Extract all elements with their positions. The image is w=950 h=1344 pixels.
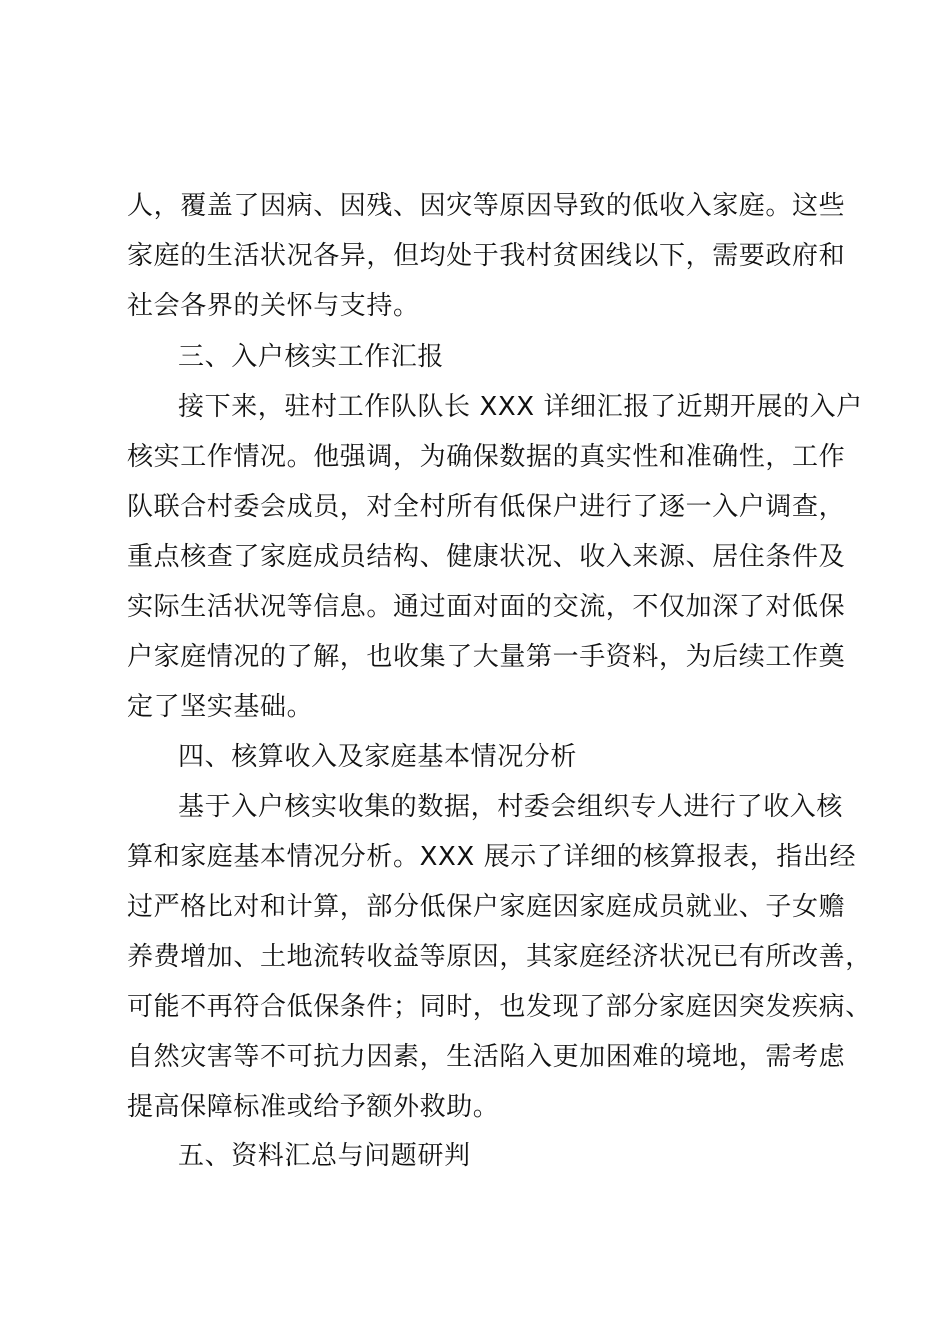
paragraph-line: 实际生活状况等信息。通过面对面的交流，不仅加深了对低保: [127, 592, 846, 622]
section-heading: 四、核算收入及家庭基本情况分析: [178, 742, 578, 772]
paragraph-line: 提高保障标准或给予额外救助。: [127, 1092, 500, 1122]
paragraph-line: 过严格比对和计算，部分低保户家庭因家庭成员就业、子女赡: [127, 892, 846, 922]
paragraph-line: 基于入户核实收集的数据，村委会组织专人进行了收入核: [178, 792, 844, 822]
paragraph-line: 重点核查了家庭成员结构、健康状况、收入来源、居住条件及: [127, 542, 846, 572]
paragraph-line: 定了坚实基础。: [127, 692, 314, 722]
paragraph-line: 自然灾害等不可抗力因素，生活陷入更加困难的境地，需考虑: [127, 1042, 846, 1072]
paragraph-line: 算和家庭基本情况分析。XXX 展示了详细的核算报表，指出经: [127, 842, 857, 872]
paragraph-line: 核实工作情况。他强调，为确保数据的真实性和准确性，工作: [127, 442, 846, 472]
paragraph-line: 户家庭情况的了解，也收集了大量第一手资料，为后续工作奠: [127, 642, 846, 672]
paragraph-line: 队联合村委会成员，对全村所有低保户进行了逐一入户调查，: [127, 492, 846, 522]
paragraph-line: 家庭的生活状况各异，但均处于我村贫困线以下，需要政府和: [127, 241, 846, 271]
section-heading: 三、入户核实工作汇报: [178, 342, 445, 372]
paragraph-line: 养费增加、土地流转收益等原因，其家庭经济状况已有所改善，: [127, 942, 872, 972]
paragraph-line: 接下来，驻村工作队队长 XXX 详细汇报了近期开展的入户: [178, 392, 863, 422]
paragraph-line: 可能不再符合低保条件；同时，也发现了部分家庭因突发疾病、: [127, 992, 872, 1022]
paragraph-line: 社会各界的关怀与支持。: [127, 291, 420, 321]
section-heading: 五、资料汇总与问题研判: [178, 1141, 471, 1171]
paragraph-line: 人，覆盖了因病、因残、因灾等原因导致的低收入家庭。这些: [127, 191, 846, 221]
